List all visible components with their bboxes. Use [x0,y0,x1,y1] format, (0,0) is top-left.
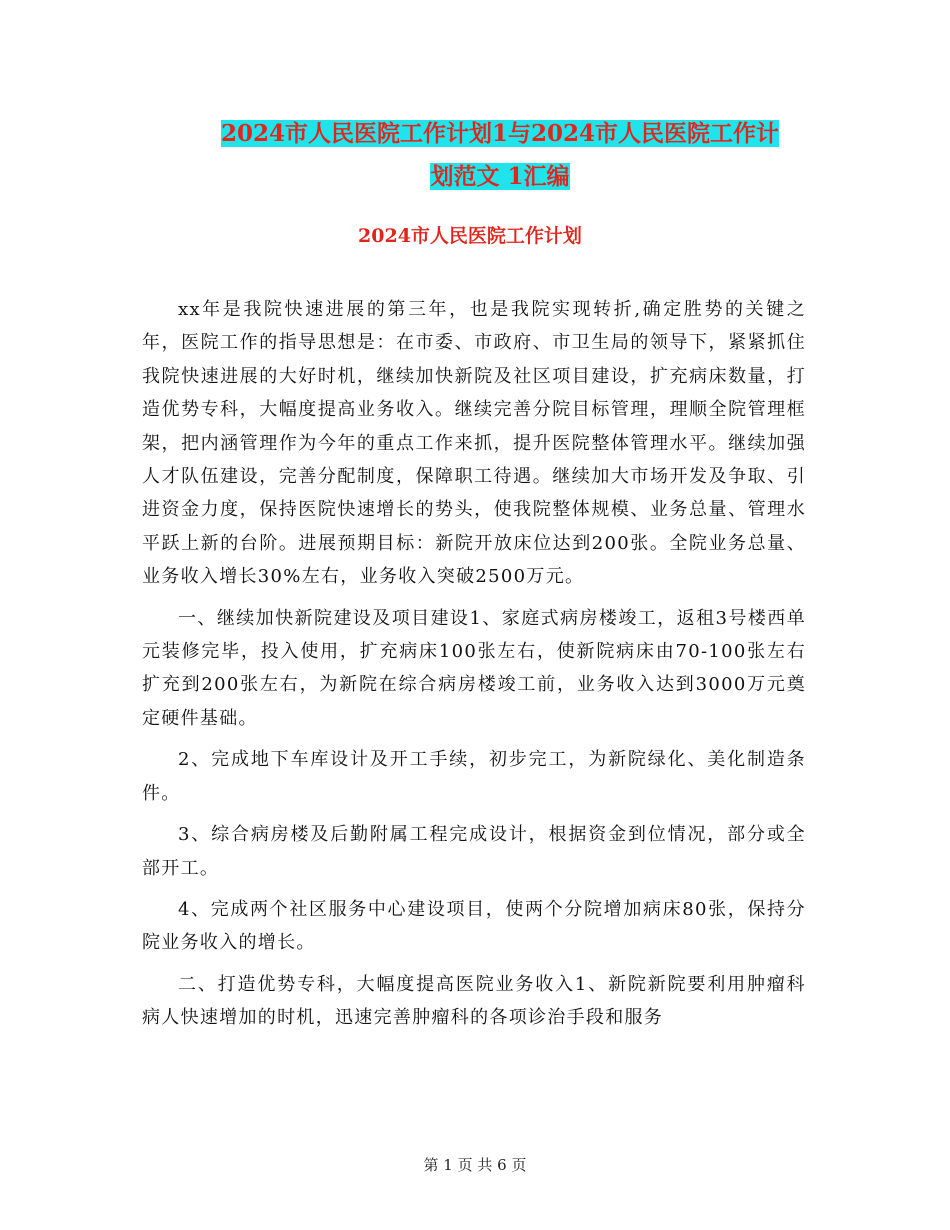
document-title [140,112,860,198]
paragraph-section-1: 一、继续加快新院建设及项目建设1、家庭式病房楼竣工，返租3号楼西单元装修完毕，投入使用，扩充病床100张左右，使新院病床由70-100张左右扩充到200张左右，为新院在综合病房楼竣工前，业务收入达到3000万元奠定硬件基础。 [142,607,806,729]
document-title-line-1: 2024市人民医院工作计划1与2024市人民医院工作计 [220,120,780,147]
paragraph-section-2: 二、打造优势专科，大幅度提高医院业务收入1、新院新院要利用肿瘤科病人快速增加的时机，迅速完善肿瘤科的各项诊治手段和服务 [142,973,806,1029]
paragraph-item-2: 2、完成地下车库设计及开工手续，初步完工，为新院绿化、美化制造条件。 [142,749,806,804]
document-title-line-2: 划范文 1汇编 [430,163,570,190]
document-body [142,293,806,1043]
section-heading: 2024市人民医院工作计划 [358,225,582,247]
paragraph-intro: xx年是我院快速进展的第三年，也是我院实现转折,确定胜势的关键之年，医院工作的指导思想是：在市委、市政府、市卫生局的领导下，紧紧抓住我院快速进展的大好时机，继续加快新院及社区项目建设，扩充病床数量，打造优势专科，大幅度提高业务收入。继续完善分院目标管理，理顺全院管理框架，把内涵管理作为今年的重点工作来抓，提升医院整体管理水平。继续加强人才队伍建设，完善分配制度，保障职工待遇。继续加大市场开发及争取、引进资金力度，保持医院快速增长的势头，使我院整体规模、业务总量、管理水平跃上新的台阶。进展预期目标：新院开放床位达到200张。全院业务总量、业务收入增长30%左右，业务收入突破2500万元。 [142,299,806,588]
page-footer [0,1154,950,1175]
paragraph-item-4: 4、完成两个社区服务中心建设项目，使两个分院增加病床80张，保持分院业务收入的增长。 [142,898,806,954]
page-number-label: 第 1 页 共 6 页 [423,1156,527,1174]
paragraph-item-3: 3、综合病房楼及后勤附属工程完成设计，根据资金到位情况，部分或全部开工。 [142,824,806,879]
